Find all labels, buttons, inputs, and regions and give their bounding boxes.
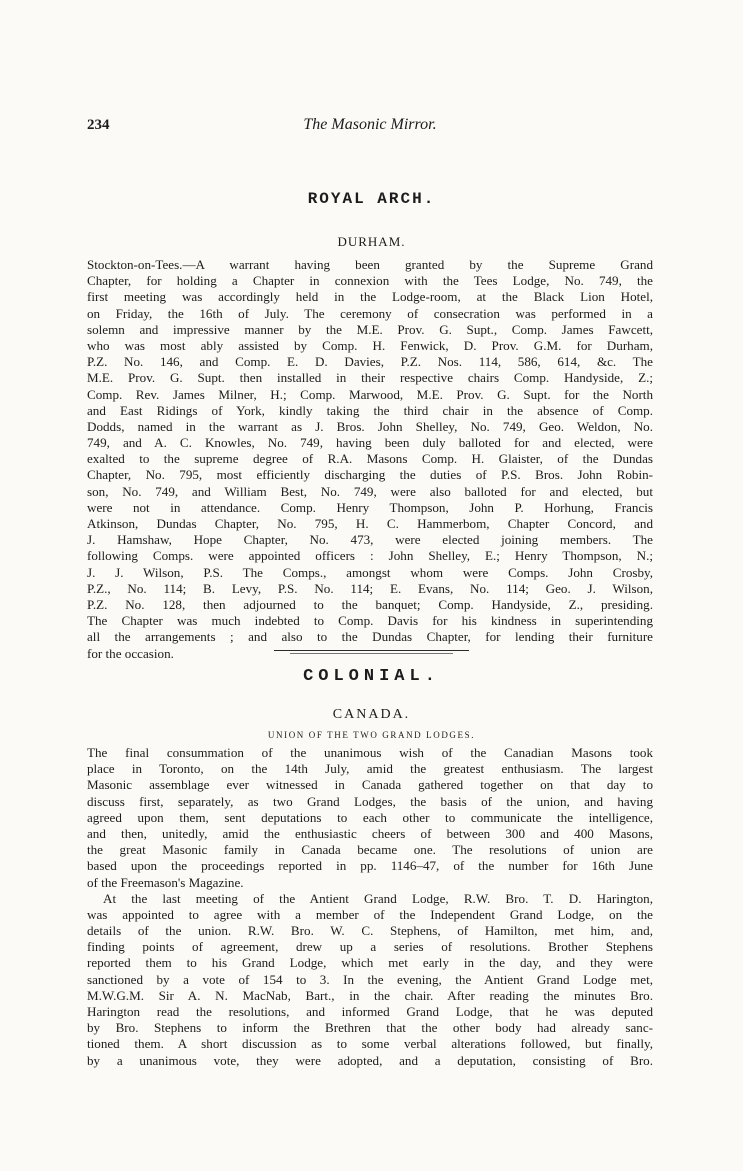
section-divider xyxy=(274,650,469,651)
text-line: by Bro. Stephens to inform the Brethren that the other body had already sanc- xyxy=(87,1020,653,1036)
text-line: was appointed to agree with a member of the Independent Grand Lodge, on the xyxy=(87,906,653,922)
text-line: Masonic assemblage ever witnessed in Canada gathered together on that day to xyxy=(87,777,653,793)
text-line: finding points of agreement, drew up a series of resolutions. Brother Stephens xyxy=(87,939,653,955)
text-line: Atkinson, Dundas Chapter, No. 795, H. C. Hammerbom, Chapter Concord, and xyxy=(87,516,653,531)
text-line: following Comps. were appointed officers : John Shelley, E.; Henry Thompson, N.; xyxy=(87,548,653,564)
text-line: on Friday, the 16th of July. The ceremony of consecration was performed in a xyxy=(87,305,653,321)
text-line: first meeting was accordingly held in the Lodge-room, at the Black Lion Hotel, xyxy=(87,289,653,305)
text-line: 749, and A. C. Knowles, No. 749, having been duly balloted for and elected, were xyxy=(87,435,653,451)
section-title-colonial: COLONIAL. xyxy=(303,667,440,686)
text-line: At the last meeting of the Antient Grand Lodge, R.W. Bro. T. D. Harington, xyxy=(103,890,653,906)
text-line: Comp. Rev. James Milner, H.; Comp. Marwood, M.E. Prov. G. Supt. for the North xyxy=(87,386,653,402)
text-line: Stockton-on-Tees.—A warrant having been granted by the Supreme Grand xyxy=(87,257,653,272)
text-line: who was most ably assisted by Comp. H. Fenwick, D. Prov. G.M. for Durham, xyxy=(87,337,653,353)
text-line: J. J. Wilson, P.S. The Comps., amongst whom were Comps. John Crosby, xyxy=(87,564,653,580)
text-line: Chapter, No. 795, most efficiently discharging the duties of P.S. Bros. John Robin- xyxy=(87,467,653,483)
text-line: Dodds, named in the warrant as J. Bros. John Shelley, No. 749, Geo. Weldon, No. xyxy=(87,418,653,434)
text-line: tioned them. A short discussion as to some verbal alterations followed, but finally, xyxy=(87,1036,653,1052)
text-line: P.Z. No. 128, then adjourned to the banquet; Comp. Handyside, Z., presiding. xyxy=(87,596,653,612)
article-heading: UNION OF THE TWO GRAND LODGES. xyxy=(267,730,476,740)
text-line: J. Hamshaw, Hope Chapter, No. 473, were elected joining members. The xyxy=(87,532,653,548)
text-line: Chapter, for holding a Chapter in connexion with the Tees Lodge, No. 749, the xyxy=(87,273,653,289)
text-line: and East Ridings of York, kindly taking the third chair in the absence of Comp. xyxy=(87,402,653,418)
text-line: place in Toronto, on the 14th July, amid the greatest enthusiasm. The largest xyxy=(87,761,653,777)
running-title: The Masonic Mirror. xyxy=(303,116,437,133)
text-line: reported them to his Grand Lodge, which met early in the day, and they were xyxy=(87,955,653,971)
text-line: son, No. 749, and William Best, No. 749, were also balloted for and elected, but xyxy=(87,483,653,499)
text-line: based upon the proceedings reported in pp. 1146–47, of the number for 16th June xyxy=(87,858,653,874)
text-line: M.E. Prov. G. Supt. then installed in their respective chairs Comp. Handyside, Z.; xyxy=(87,370,653,386)
text-line: agreed upon them, sent deputations to each other to communicate the intelligence, xyxy=(87,809,653,825)
text-line: M.W.G.M. Sir A. N. MacNab, Bart., in the chair. After reading the minutes Bro. xyxy=(87,987,653,1003)
subtitle-canada: CANADA. xyxy=(332,707,411,722)
text-line: details of the union. R.W. Bro. W. C. Stephens, of Hamilton, met him, and, xyxy=(87,923,653,939)
text-line: sanctioned by a vote of 154 to 3. In the evening, the Antient Grand Lodge met, xyxy=(87,971,653,987)
text-line: Harington read the resolutions, and informed Grand Lodge, that he was deputed xyxy=(87,1004,653,1019)
text-line: The final consummation of the unanimous wish of the Canadian Masons took xyxy=(87,745,653,760)
text-line: The Chapter was much indebted to Comp. Davis for his kindness in superintending xyxy=(87,613,653,629)
text-line: for the occasion. xyxy=(87,645,174,661)
text-line: exalted to the supreme degree of R.A. Masons Comp. H. Glaister, of the Dundas xyxy=(87,451,653,467)
text-line: all the arrangements ; and also to the Dundas Chapter, for lending their furniture xyxy=(87,629,653,645)
page-number: 234 xyxy=(87,117,110,133)
subtitle-durham: DURHAM. xyxy=(337,234,406,249)
colonial-article xyxy=(87,745,653,1069)
text-line: were not in attendance. Comp. Henry Thompson, John P. Horhung, Francis xyxy=(87,499,653,515)
text-line: P.Z. No. 146, and Comp. E. D. Davies, P.Z. Nos. 114, 586, 614, &c. The xyxy=(87,354,653,370)
royal-arch-article xyxy=(87,257,653,662)
section-divider xyxy=(290,653,453,654)
text-line: P.Z., No. 114; B. Levy, P.S. No. 114; E. Evans, No. 114; Geo. J. Wilson, xyxy=(87,580,653,596)
text-line: of the Freemason's Magazine. xyxy=(87,874,244,890)
section-title-royal-arch: ROYAL ARCH. xyxy=(307,190,436,208)
text-line: by a unanimous vote, they were adopted, and a deputation, consisting of Bro. xyxy=(87,1052,653,1068)
text-line: discuss first, separately, as two Grand Lodges, the basis of the union, and having xyxy=(87,793,653,809)
text-line: and then, unitedly, amid the enthusiastic cheers of between 300 and 400 Masons, xyxy=(87,825,653,841)
text-line: the great Masonic family in Canada became one. The resolutions of union are xyxy=(87,842,653,858)
text-line: solemn and impressive manner by the M.E. Prov. G. Supt., Comp. James Fawcett, xyxy=(87,321,653,337)
